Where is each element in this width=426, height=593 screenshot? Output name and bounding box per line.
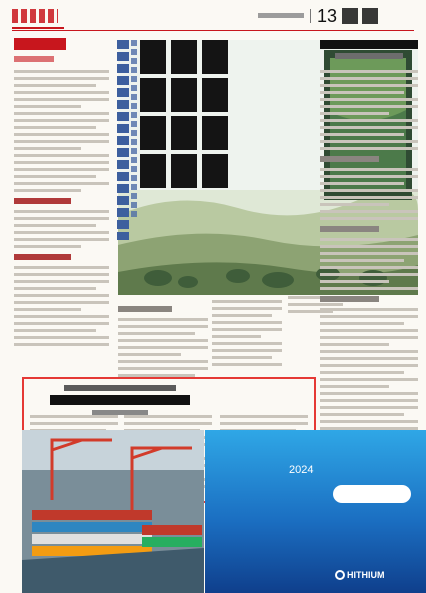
port-terminal-photo [22,430,204,593]
left-subhead [14,254,71,260]
main-headline [140,40,232,190]
ad-button[interactable] [333,485,411,503]
right-subhead [320,296,379,302]
masthead-logo [12,7,64,29]
highlighted-article-headline [50,385,190,415]
page-number: 13 [317,6,338,26]
main-story-text [118,300,208,381]
column-tag [14,38,66,50]
right-subhead [320,226,379,232]
left-subhead [14,198,71,204]
right-subhead [320,156,379,162]
column-subtag [14,56,54,62]
main-story-subhead [118,306,172,312]
header-separator [310,9,311,23]
right-headline [320,40,418,62]
ad-logo-text: HITHIUM [347,570,385,580]
right-column-text [320,70,418,434]
ad-headline: 2024 [289,464,314,476]
left-column-text [14,70,109,350]
header-rule [12,30,414,31]
vertical-headline [117,40,129,240]
issue-date [258,13,304,18]
main-story-text [212,300,282,370]
vertical-subheadline [131,40,137,220]
section-name [342,8,398,24]
hithium-logo-icon [335,570,345,580]
advertisement-banner [205,430,426,593]
